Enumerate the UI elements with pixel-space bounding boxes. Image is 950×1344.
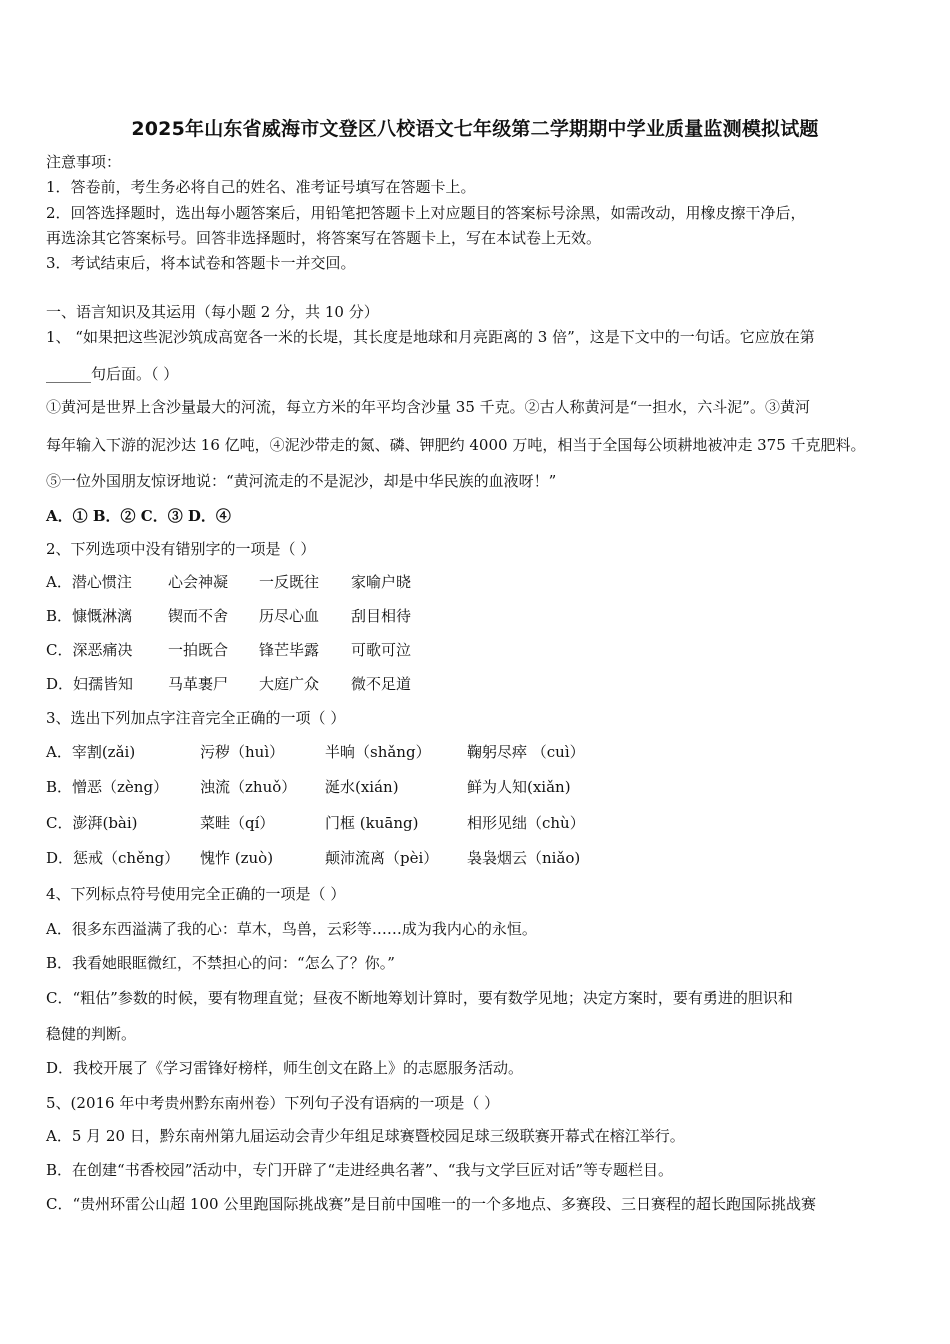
option-cell: 菜畦（qí） <box>200 814 275 832</box>
option-cell: 相形见绌（chù） <box>467 814 585 832</box>
option-cell: 一拍既合 <box>168 641 229 659</box>
q4-option-b: B．我看她眼眶微红，不禁担心的问：“怎么了？你。” <box>46 954 395 972</box>
exam-title: 2025年山东省威海市文登区八校语文七年级第二学期期中学业质量监测模拟试题 <box>131 118 819 140</box>
option-cell: 马革裹尸 <box>168 675 229 693</box>
q5-option-a: A．5 月 20 日，黔东南州第九届运动会青少年组足球赛暨校园足球三级联赛开幕式在榕江举行。 <box>46 1127 685 1145</box>
option-cell: 污秽（huì） <box>200 743 285 761</box>
option-cell: D．惩戒（chěng） <box>46 849 180 867</box>
option-cell: 鞠躬尽瘁 （cuì） <box>467 743 585 761</box>
q1-stem-cont: ______句后面。（ ） <box>46 365 179 383</box>
option-cell: 锲而不舍 <box>168 607 229 625</box>
q4-option-d: D．我校开展了《学习雷锋好榜样，师生创文在路上》的志愿服务活动。 <box>46 1059 524 1077</box>
option-cell: 袅袅烟云（niǎo) <box>467 849 581 867</box>
option-cell: 半晌（shǎng） <box>325 743 431 761</box>
option-cell: 心会神凝 <box>168 573 229 591</box>
option-cell: B．憎恶（zèng） <box>46 778 169 796</box>
notice-item-1: 1．答卷前，考生务必将自己的姓名、准考证号填写在答题卡上。 <box>46 178 476 196</box>
option-cell: A．宰割(zǎi) <box>46 743 136 761</box>
option-cell: A．潜心惯注 <box>46 573 132 591</box>
q4-option-c: C．“粗估”参数的时候，要有物理直觉；昼夜不断地筹划计算时，要有数学见地；决定方案时，要有勇进的胆识和 <box>46 989 793 1007</box>
q3-stem: 3、选出下列加点字注音完全正确的一项（ ） <box>46 709 346 727</box>
option-cell: 颠沛流离（pèi） <box>325 849 439 867</box>
option-cell: 微不足道 <box>351 675 412 693</box>
q4-option-a: A．很多东西溢满了我的心：草木，鸟兽，云彩等……成为我内心的永恒。 <box>46 920 537 938</box>
section-heading: 一、语言知识及其运用（每小题 2 分，共 10 分） <box>46 303 379 321</box>
notice-item-2-cont: 再选涂其它答案标号。回答非选择题时，将答案写在答题卡上，写在本试卷上无效。 <box>46 229 602 247</box>
q1-passage-1: ①黄河是世界上含沙量最大的河流，每立方米的年平均含沙量 35 千克。②古人称黄河是“一担水，六斗泥”。③黄河 <box>46 398 810 416</box>
q2-stem: 2、下列选项中没有错别字的一项是（ ） <box>46 540 316 558</box>
q4-option-c-cont: 稳健的判断。 <box>46 1025 137 1043</box>
option-cell: 愧怍 (zuò) <box>200 849 274 867</box>
option-cell: 刮目相待 <box>351 607 412 625</box>
q1-passage-2: 每年输入下游的泥沙达 16 亿吨，④泥沙带走的氮、磷、钾肥约 4000 万吨，相当于全国每公顷耕地被冲走 375 千克肥料。 <box>46 436 866 454</box>
notice-item-2: 2．回答选择题时，选出每小题答案后，用铅笔把答题卡上对应题目的答案标号涂黑，如需改动，用橡皮擦干净后， <box>46 204 806 222</box>
q1-stem: 1、 “如果把这些泥沙筑成高宽各一米的长堤，其长度是地球和月亮距离的 3 倍”，这是下文中的一句话。它应放在第 <box>46 328 815 346</box>
q5-option-c: C．“贵州环雷公山超 100 公里跑国际挑战赛”是目前中国唯一的一个多地点、多赛段、三日赛程的超长跑国际挑战赛 <box>46 1195 816 1213</box>
q5-option-b: B．在创建“书香校园”活动中，专门开辟了“走进经典名著”、“我与文学巨匠对话”等专题栏目。 <box>46 1161 674 1179</box>
notice-heading: 注意事项： <box>46 153 122 171</box>
option-cell: C．澎湃(bài) <box>46 814 138 832</box>
option-cell: 大庭广众 <box>259 675 320 693</box>
option-cell: 一反既往 <box>259 573 320 591</box>
q1-options: A．① B．② C．③ D．④ <box>46 507 231 525</box>
option-cell: 历尽心血 <box>259 607 320 625</box>
option-cell: 门框 (kuāng) <box>325 814 419 832</box>
option-cell: 浊流（zhuǒ） <box>200 778 297 796</box>
q5-stem: 5、(2016 年中考贵州黔东南州卷）下列句子没有语病的一项是（ ） <box>46 1094 500 1112</box>
notice-item-3: 3．考试结束后，将本试卷和答题卡一并交回。 <box>46 254 356 272</box>
option-cell: D．妇孺皆知 <box>46 675 134 693</box>
option-cell: 可歌可泣 <box>351 641 412 659</box>
option-cell: 涎水(xián) <box>325 778 399 796</box>
option-cell: B．慷慨淋漓 <box>46 607 133 625</box>
option-cell: C．深恶痛决 <box>46 641 133 659</box>
option-cell: 锋芒毕露 <box>259 641 320 659</box>
option-cell: 家喻户晓 <box>351 573 412 591</box>
option-cell: 鲜为人知(xiǎn) <box>467 778 571 796</box>
q4-stem: 4、下列标点符号使用完全正确的一项是（ ） <box>46 885 346 903</box>
q1-passage-3: ⑤一位外国朋友惊讶地说：“黄河流走的不是泥沙，却是中华民族的血液呀！” <box>46 472 557 490</box>
